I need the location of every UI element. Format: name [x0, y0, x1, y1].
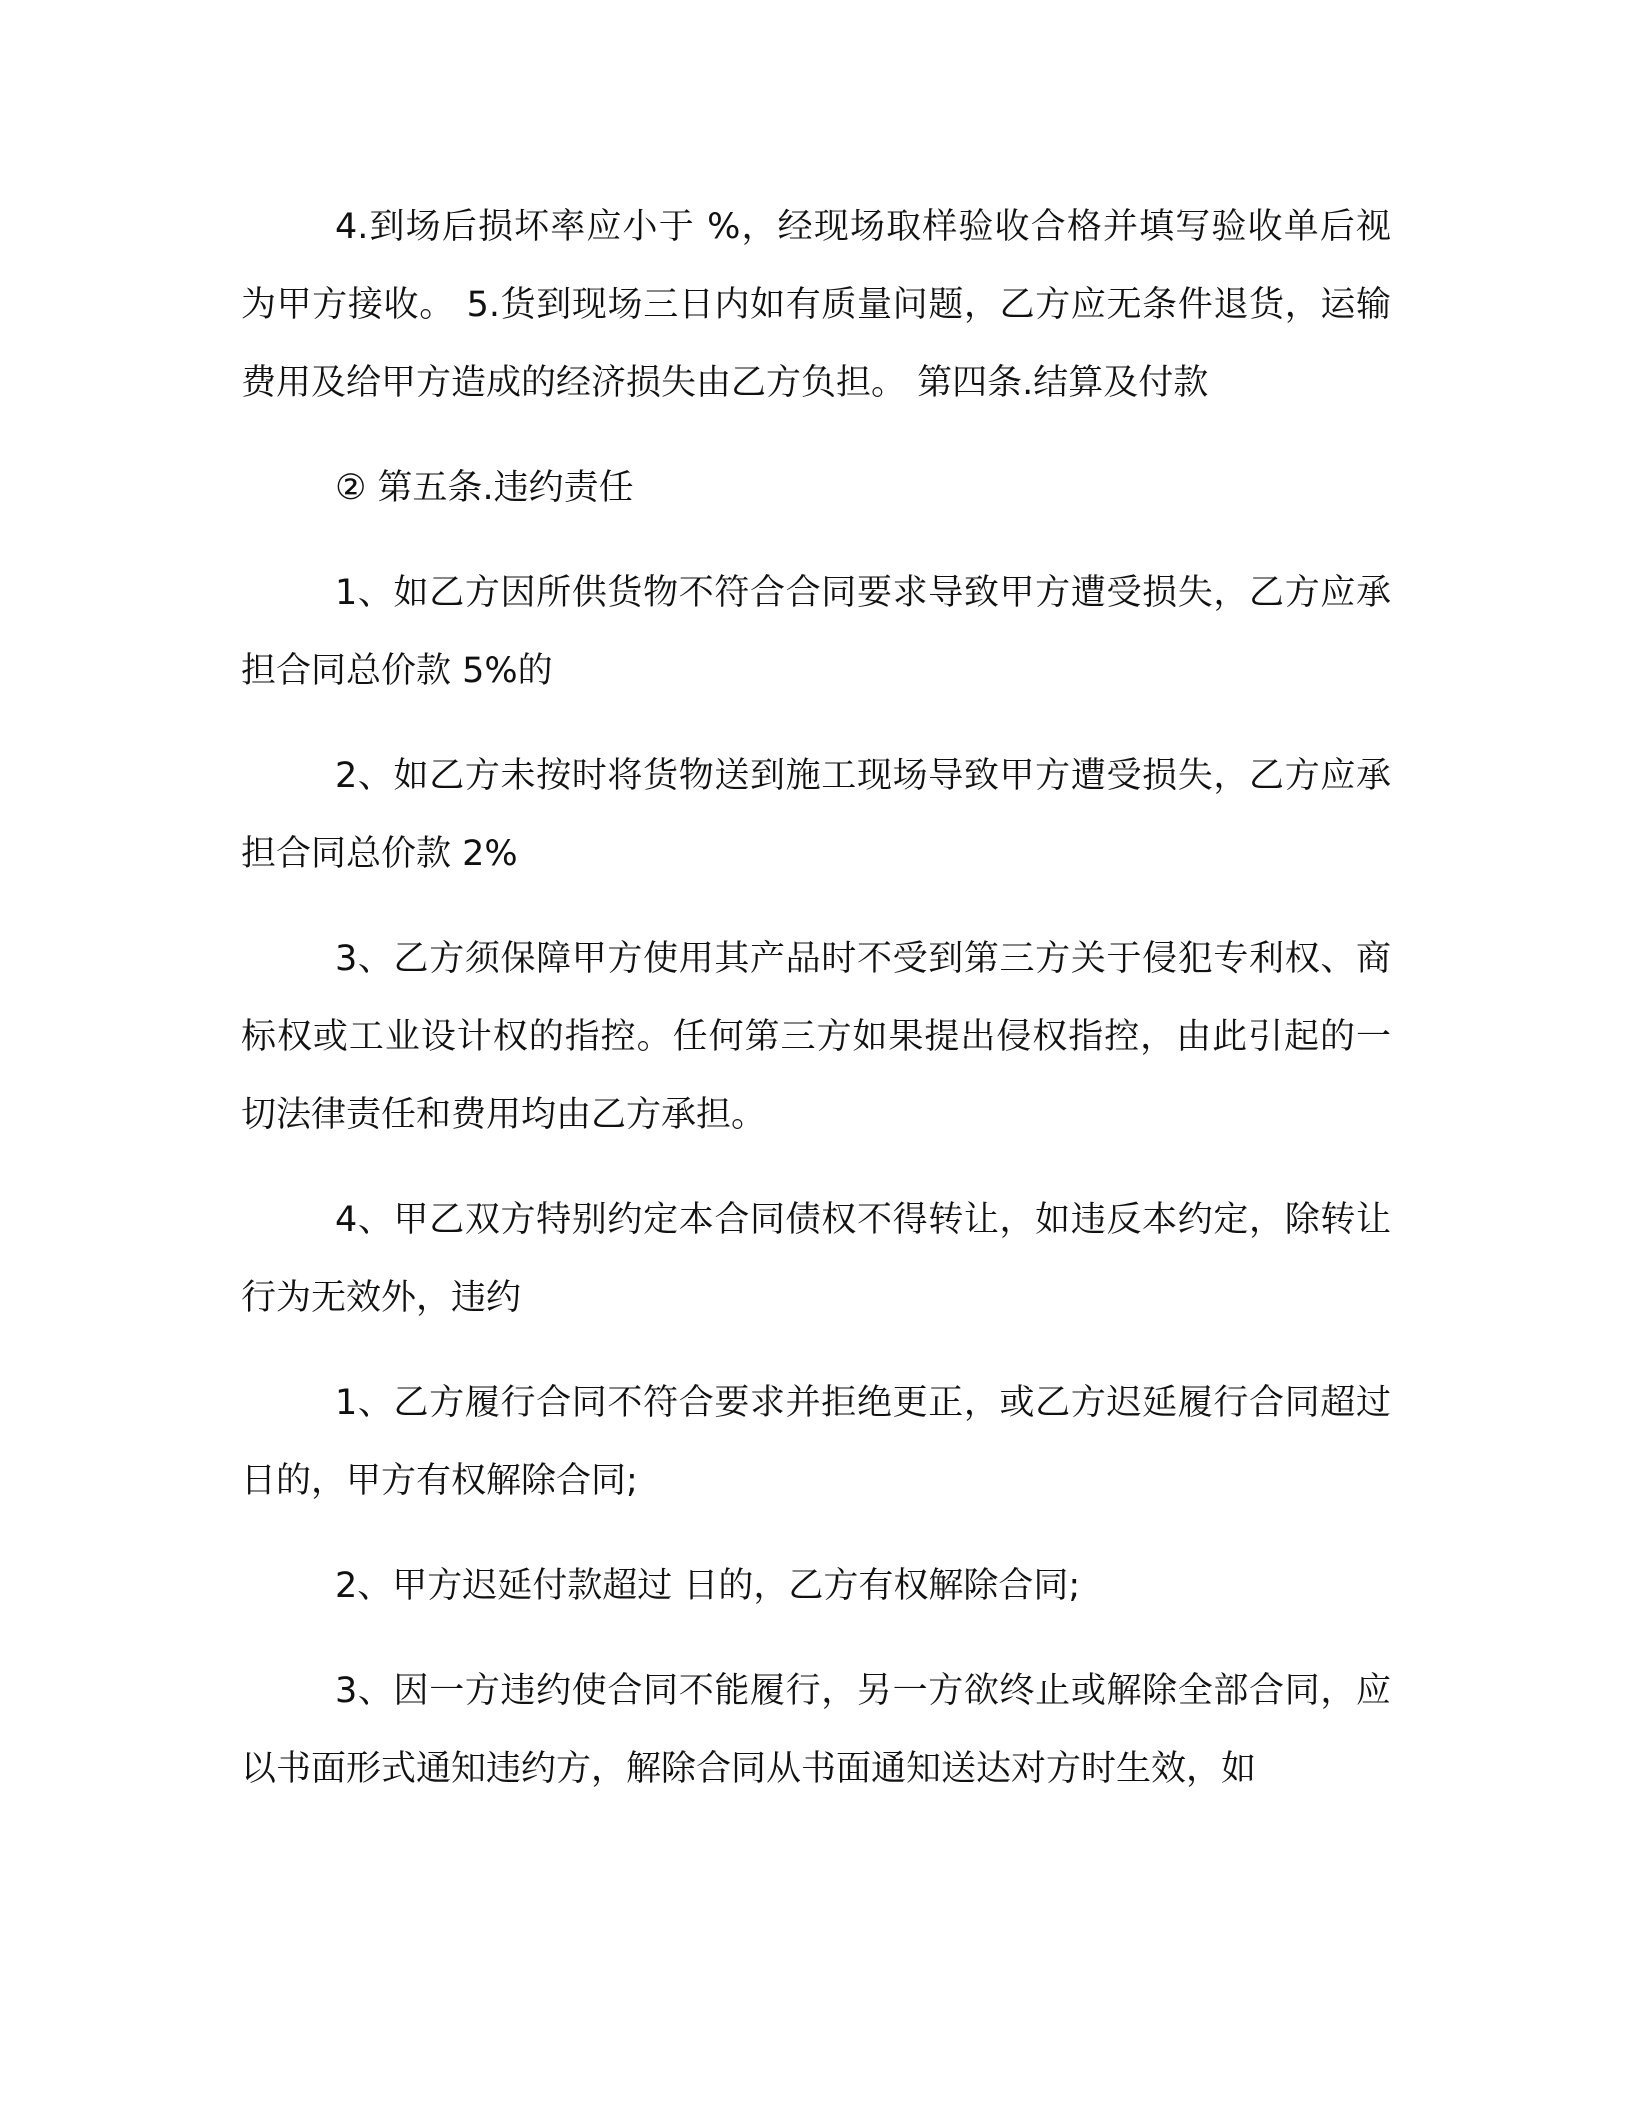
paragraph-breach-4: 4、甲乙双方特别约定本合同债权不得转让，如违反本约定，除转让行为无效外，违约	[241, 1200, 1391, 1318]
paragraph-breach-3: 3、乙方须保障甲方使用其产品时不受到第三方关于侵犯专利权、商标权或工业设计权的指控。任何第三方如果提出侵权指控，由此引起的一切法律责任和费用均由乙方承担。	[241, 939, 1391, 1135]
paragraph-breach-1: 1、如乙方因所供货物不符合合同要求导致甲方遭受损失，乙方应承担合同总价款 5%的	[241, 573, 1391, 691]
paragraph-termination-1: 1、乙方履行合同不符合要求并拒绝更正，或乙方迟延履行合同超过 日的，甲方有权解除合同;	[241, 1383, 1391, 1501]
document-body	[241, 188, 1391, 1808]
paragraph-delivery-acceptance: 4.到场后损坏率应小于 %，经现场取样验收合格并填写验收单后视为甲方接收。 5.货到现场三日内如有质量问题，乙方应无条件退货，运输费用及给甲方造成的经济损失由乙方负担。 第四条.结算及付款	[241, 207, 1391, 403]
paragraph-breach-2: 2、如乙方未按时将货物送到施工现场导致甲方遭受损失，乙方应承担合同总价款 2%	[241, 756, 1391, 874]
paragraph-termination-3: 3、因一方违约使合同不能履行，另一方欲终止或解除全部合同，应以书面形式通知违约方，解除合同从书面通知送达对方时生效，如	[241, 1671, 1391, 1789]
heading-article-5-breach: ② 第五条.违约责任	[335, 468, 634, 508]
paragraph-termination-2: 2、甲方迟延付款超过 日的，乙方有权解除合同;	[335, 1566, 1081, 1606]
